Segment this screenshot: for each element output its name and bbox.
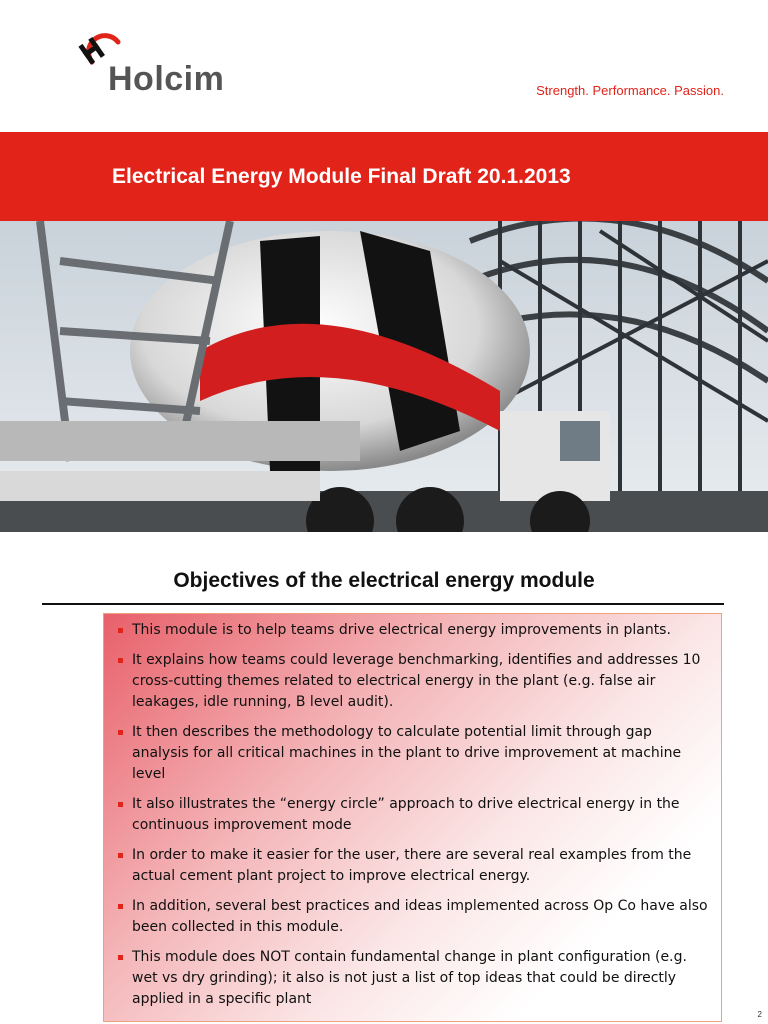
list-item-text: This module is to help teams drive electrical energy improvements in plants. xyxy=(132,622,671,638)
list-item xyxy=(116,845,711,887)
list-item-text: This module does NOT contain fundamental change in plant configuration (e.g. wet vs dry grinding); it also is not just a list of top ideas that could be directly applied in a specific plant xyxy=(132,949,687,1007)
list-item xyxy=(116,947,711,1010)
list-item xyxy=(116,650,711,713)
bullet-icon xyxy=(118,853,123,858)
list-item xyxy=(116,896,711,938)
cement-truck-photo xyxy=(0,221,768,532)
section-title: Objectives of the electrical energy module xyxy=(173,569,595,592)
list-item-text: It explains how teams could leverage benchmarking, identifies and addresses 10 cross-cutting themes related to electrical energy in the plant (e.g. false air leakages, idle running, B level audit). xyxy=(132,652,701,710)
tagline: Strength. Performance. Passion. xyxy=(536,83,724,98)
bullet-icon xyxy=(118,730,123,735)
list-item xyxy=(116,794,711,836)
list-item xyxy=(116,620,711,641)
title-divider xyxy=(42,603,724,605)
page-title: Electrical Energy Module Final Draft 20.1.2013 xyxy=(112,165,571,188)
bullet-icon xyxy=(118,802,123,807)
objectives-box xyxy=(103,613,722,1022)
list-item-text: In addition, several best practices and ideas implemented across Op Co have also been collected in this module. xyxy=(132,898,708,935)
bullet-icon xyxy=(118,904,123,909)
bullet-icon xyxy=(118,955,123,960)
list-item-text: In order to make it easier for the user, there are several real examples from the actual cement plant project to improve electrical energy. xyxy=(132,847,692,884)
list-item-text: It then describes the methodology to calculate potential limit through gap analysis for all critical machines in the plant to drive improvement at machine level xyxy=(132,724,682,782)
list-item-text: It also illustrates the “energy circle” approach to drive electrical energy in the continuous improvement mode xyxy=(132,796,680,833)
bullet-icon xyxy=(118,658,123,663)
logo-text: Holcim xyxy=(108,60,225,98)
page-number: 2 xyxy=(757,1010,762,1019)
list-item xyxy=(116,722,711,785)
objectives-list xyxy=(104,614,721,1010)
bullet-icon xyxy=(118,628,123,633)
